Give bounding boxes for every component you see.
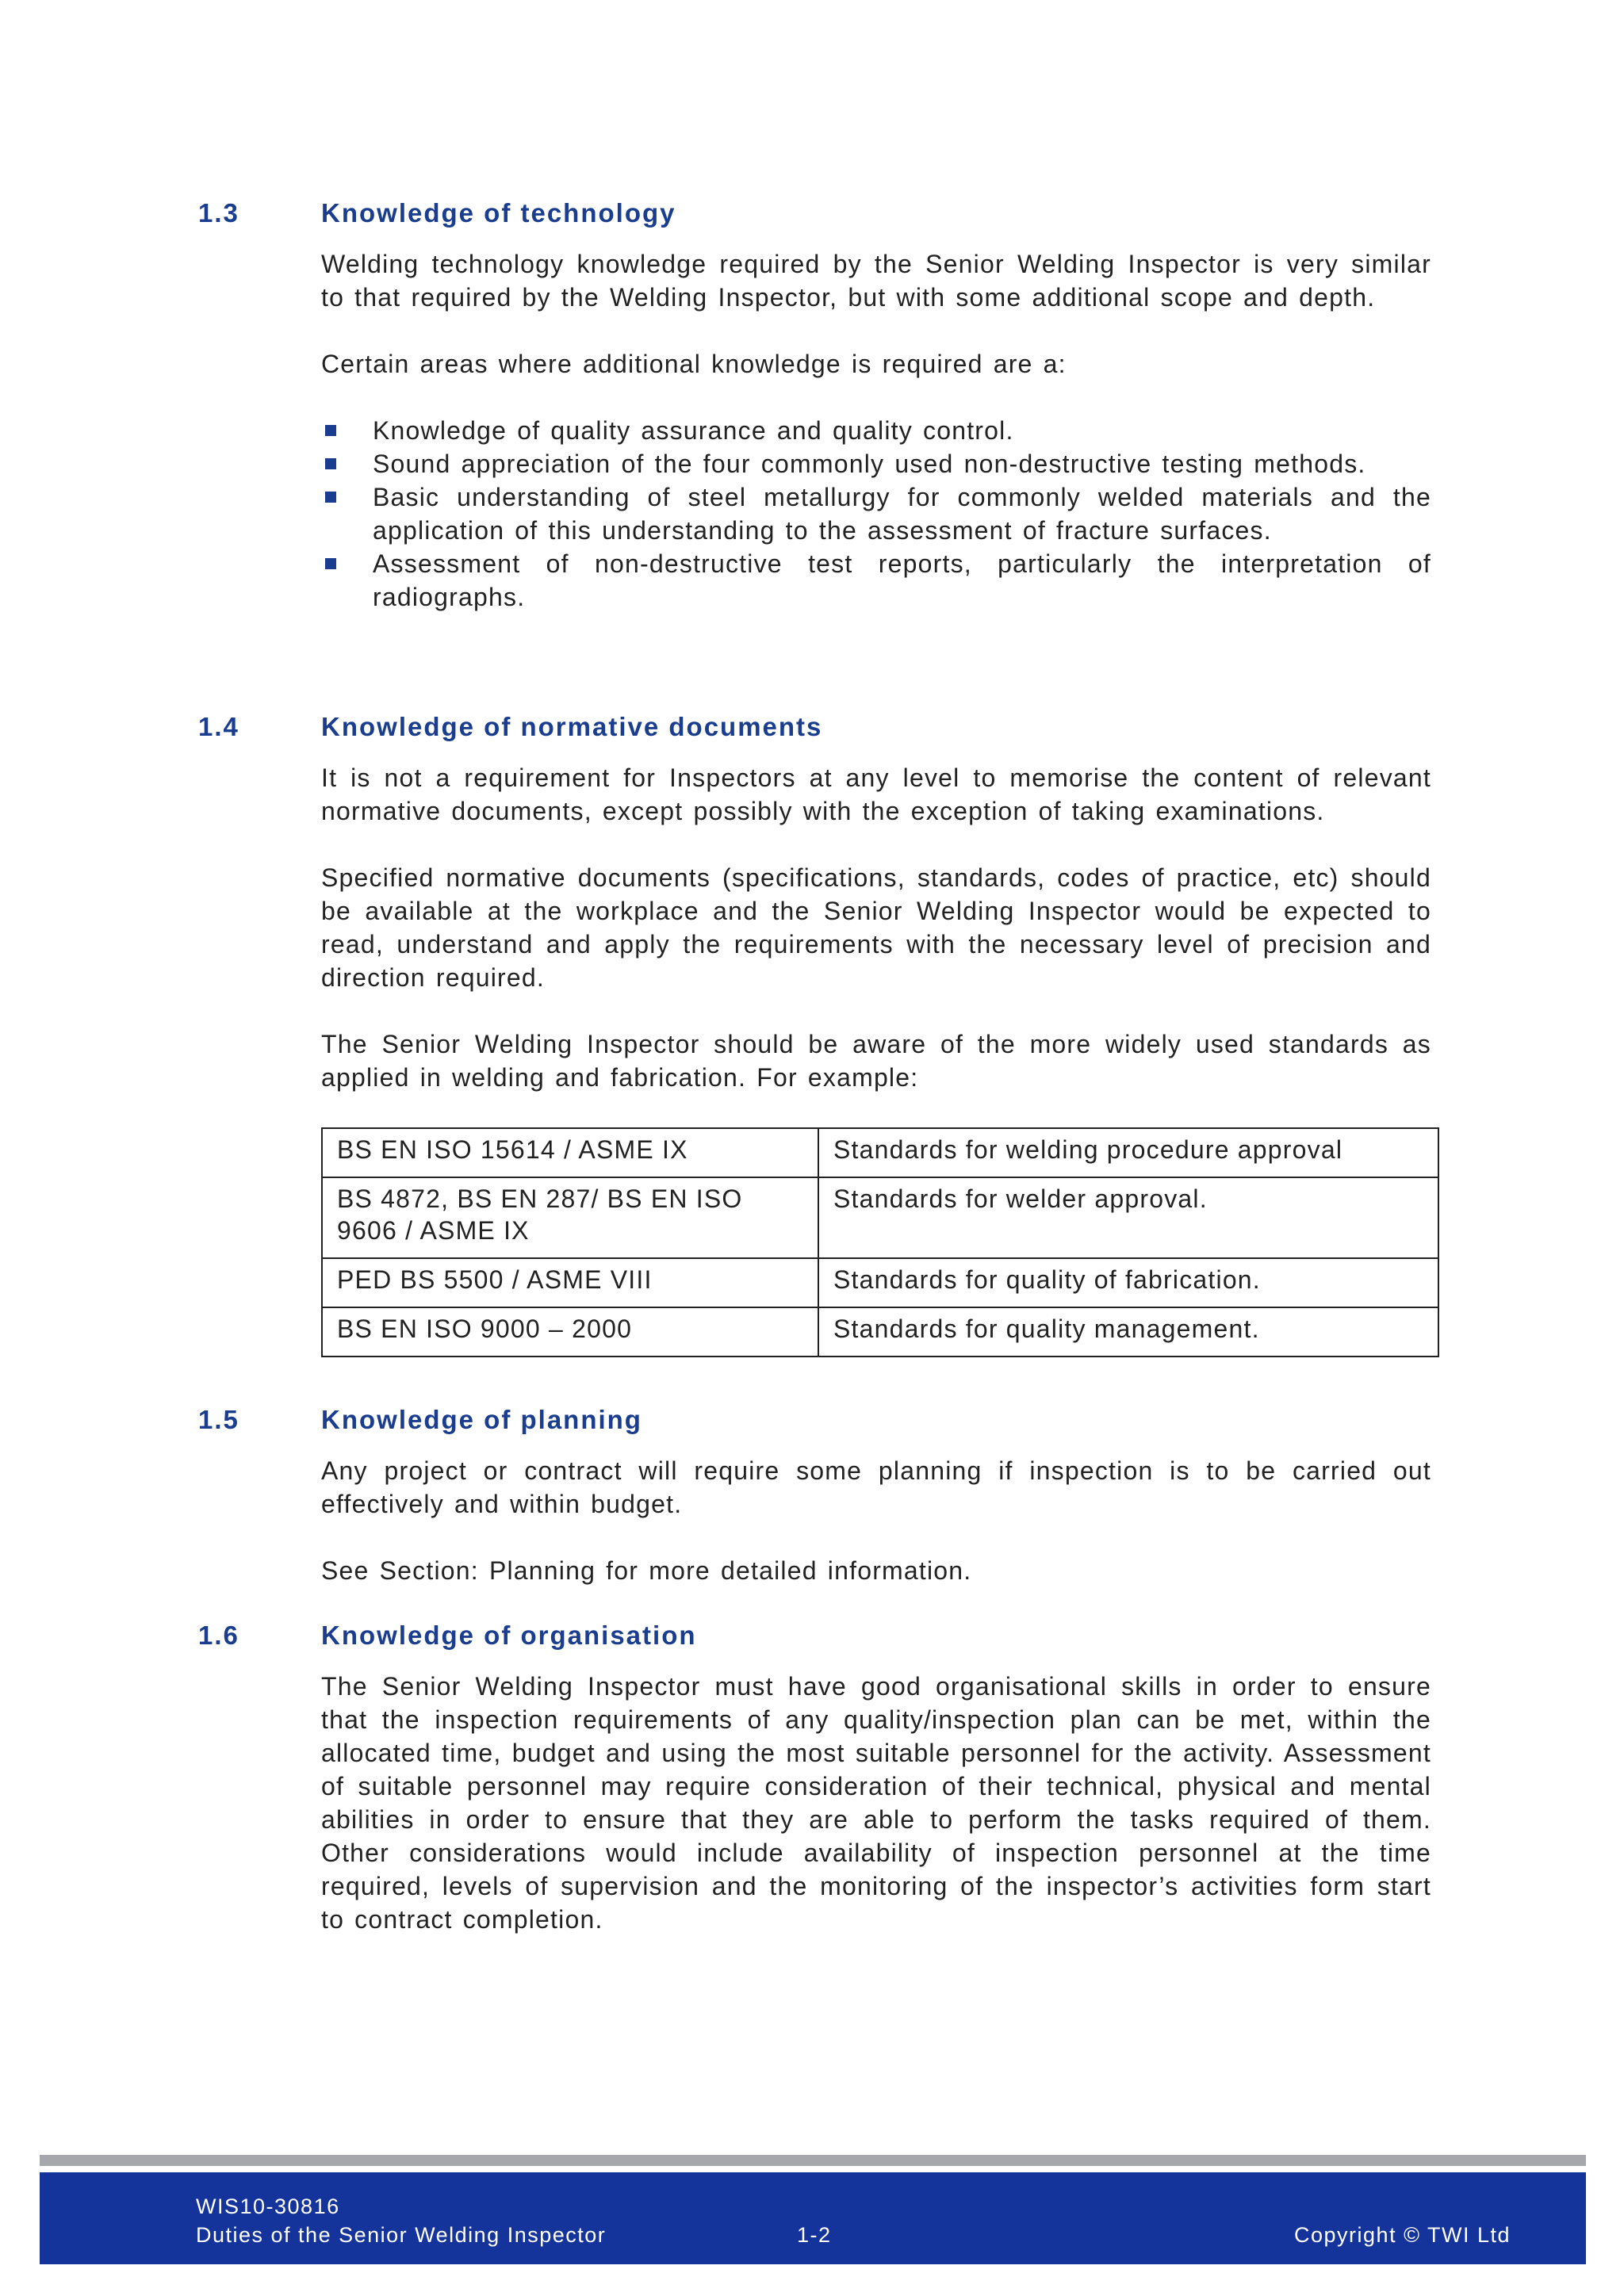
section-heading: [198, 198, 1435, 230]
section-title: Knowledge of organisation: [321, 1621, 697, 1650]
square-bullet-icon: [325, 492, 336, 503]
table-cell: Standards for quality management.: [818, 1307, 1438, 1357]
section-heading: [198, 1621, 1435, 1652]
paragraph: Specified normative documents (specifications, standards, codes of practice, etc) should be available at the workplace and the Senior Welding Inspector would be expected to read, understand and apply the requirements with the necessary level of precision and direction required.: [321, 863, 1431, 992]
bullet-list: [321, 414, 1431, 614]
footer-rule: [40, 2155, 1586, 2166]
table-cell: BS EN ISO 9000 – 2000: [322, 1307, 818, 1357]
square-bullet-icon: [325, 458, 336, 469]
list-item: Assessment of non-destructive test reports, particularly the interpretation of radiographs.: [321, 547, 1431, 614]
table-row: [322, 1258, 1438, 1307]
paragraph: The Senior Welding Inspector should be aware of the more widely used standards as applied in welding and fabrication. For example:: [321, 1030, 1431, 1092]
section-1-5: [198, 1405, 1435, 1587]
footer-copyright: Copyright © TWI Ltd: [1294, 2223, 1511, 2247]
section-1-6: [198, 1621, 1435, 1936]
section-title: Knowledge of technology: [321, 198, 676, 228]
paragraph: Welding technology knowledge required by the Senior Welding Inspector is very similar to that required by the Welding Inspector, but with some additional scope and depth.: [321, 250, 1431, 312]
table-cell: Standards for welder approval.: [818, 1177, 1438, 1258]
section-title: Knowledge of planning: [321, 1405, 642, 1434]
list-item: Knowledge of quality assurance and quality control.: [321, 414, 1431, 447]
footer-doc-title: Duties of the Senior Welding Inspector: [196, 2223, 607, 2247]
table-cell: BS EN ISO 15614 / ASME IX: [322, 1128, 818, 1177]
table-row: [322, 1177, 1438, 1258]
table-row: [322, 1128, 1438, 1177]
section-1-3: [198, 198, 1435, 614]
table-row: [322, 1307, 1438, 1357]
section-1-4: [198, 712, 1435, 1357]
paragraph: See Section: Planning for more detailed information.: [321, 1556, 972, 1585]
paragraph: Any project or contract will require some planning if inspection is to be carried out effectively and within budget.: [321, 1456, 1431, 1518]
section-number: 1.6: [198, 1621, 239, 1650]
list-item: Basic understanding of steel metallurgy for commonly welded materials and the application of this understanding to the assessment of fracture surfaces.: [321, 480, 1431, 547]
section-number: 1.3: [198, 198, 239, 228]
table-cell: PED BS 5500 / ASME VIII: [322, 1258, 818, 1307]
square-bullet-icon: [325, 558, 336, 569]
section-number: 1.4: [198, 712, 239, 741]
section-title: Knowledge of normative documents: [321, 712, 823, 741]
table-cell: Standards for welding procedure approval: [818, 1128, 1438, 1177]
paragraph: It is not a requirement for Inspectors at any level to memorise the content of relevant normative documents, except possibly with the exception of taking examinations.: [321, 763, 1431, 825]
section-number: 1.5: [198, 1405, 239, 1434]
paragraph: Certain areas where additional knowledge is required are a:: [321, 350, 1067, 378]
standards-table: [321, 1127, 1439, 1357]
footer-page-number: 1-2: [797, 2223, 832, 2247]
table-cell: BS 4872, BS EN 287/ BS EN ISO 9606 / ASME IX: [322, 1177, 818, 1258]
section-heading: [198, 1405, 1435, 1437]
footer-doc-code: WIS10-30816: [196, 2195, 340, 2218]
table-cell: Standards for quality of fabrication.: [818, 1258, 1438, 1307]
paragraph: The Senior Welding Inspector must have good organisational skills in order to ensure that the inspection requirements of any quality/inspection plan can be met, within the allocated time, budget and using the most suitable personnel for the activity. Assessment of suitable personnel may require consideration of their technical, physical and mental abilities in order to ensure that they are able to perform the tasks required of them. Other considerations would include availability of inspection personnel at the time required, levels of supervision and the monitoring of the inspector’s activities form start to contract completion.: [321, 1672, 1431, 1934]
list-item: Sound appreciation of the four commonly used non-destructive testing methods.: [321, 447, 1431, 480]
footer-bar: [40, 2172, 1586, 2264]
section-heading: [198, 712, 1435, 744]
square-bullet-icon: [325, 425, 336, 436]
